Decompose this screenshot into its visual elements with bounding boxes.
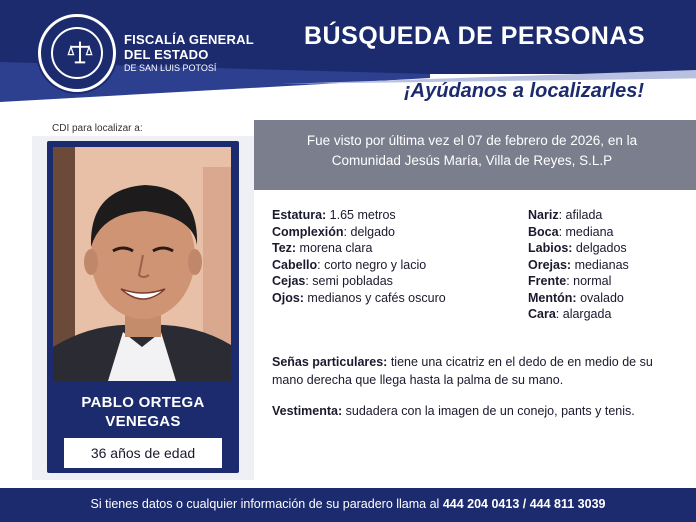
trait-label: Tez: [272, 241, 297, 255]
person-age: 36 años de edad [90, 445, 196, 461]
trait-row [272, 207, 446, 224]
trait-value: : mediana [558, 224, 614, 239]
trait-label: Boca [528, 224, 559, 239]
traits-left [272, 207, 446, 306]
trait-row [272, 224, 446, 241]
trait-label: Orejas: [528, 257, 572, 272]
trait-value: ovalado [576, 290, 624, 305]
trait-value: medianos y cafés oscuro [303, 290, 446, 305]
trait-row [528, 240, 629, 257]
trait-label: Complexión [272, 224, 344, 239]
org-name [124, 32, 254, 74]
trait-label: Ojos: [272, 290, 304, 305]
trait-label: Frente [528, 274, 567, 288]
trait-row [272, 290, 446, 307]
trait-row [528, 257, 629, 274]
trait-row [528, 224, 629, 241]
last-seen-line2: Comunidad Jesús María, Villa de Reyes, S.L.P [331, 153, 613, 168]
org-line3: DE SAN LUIS POTOSÍ [124, 63, 217, 73]
trait-row [528, 290, 629, 307]
trait-value: : delgado [343, 224, 395, 239]
trait-value: : afilada [558, 208, 603, 222]
footer-text [0, 497, 696, 511]
footer-message: Si tienes datos o cualquier información de su paradero llama al [90, 497, 443, 511]
trait-label: Mentón: [528, 290, 577, 305]
trait-label: Nariz [528, 208, 559, 222]
page-title: BÚSQUEDA DE PERSONAS [304, 22, 646, 50]
person-photo [53, 147, 231, 381]
fiscalia-seal-icon [38, 14, 116, 92]
trait-value: : alargada [555, 307, 612, 321]
person-name [47, 393, 239, 431]
scale-icon [67, 39, 93, 65]
trait-value: delgados [572, 241, 627, 255]
trait-row [272, 240, 446, 257]
trait-value: : corto negro y lacio [317, 257, 427, 272]
trait-value: : semi pobladas [305, 274, 393, 288]
trait-value: 1.65 metros [326, 208, 396, 222]
trait-label: Cabello [272, 257, 318, 272]
cdi-label: CDI para localizar a: [52, 123, 143, 134]
last-seen-text [254, 131, 690, 171]
footer-phones[interactable]: 444 204 0413 / 444 811 3039 [442, 497, 606, 511]
trait-label: Cejas [272, 274, 306, 288]
trait-value: : normal [566, 274, 612, 288]
trait-row [528, 273, 629, 290]
person-name-line1: PABLO ORTEGA [81, 394, 205, 411]
trait-label: Cara [528, 307, 556, 321]
trait-label: Estatura: [272, 208, 327, 222]
page-subtitle: ¡Ayúdanos a localizarles! [404, 80, 645, 102]
trait-label: Labios: [528, 241, 573, 255]
vestimenta-label: Vestimenta: [272, 404, 343, 418]
vestimenta-value: sudadera con la imagen de un conejo, pants y tenis. [342, 404, 635, 418]
org-line2: DEL ESTADO [124, 47, 209, 62]
trait-row [272, 273, 446, 290]
senas-label: Señas particulares: [272, 355, 388, 369]
trait-row [528, 306, 629, 323]
distinguishing-marks [272, 353, 682, 389]
trait-row [528, 207, 629, 224]
last-seen-line1: Fue visto por última vez el 07 de febrero de 2026, en la [306, 133, 638, 148]
trait-value: medianas [571, 257, 629, 272]
person-name-line2: VENEGAS [105, 413, 181, 430]
person-photo-illustration [53, 147, 231, 381]
org-line1: FISCALÍA GENERAL [124, 32, 254, 47]
traits-right [528, 207, 629, 323]
trait-row [272, 257, 446, 274]
trait-value: morena clara [296, 241, 373, 255]
senas-value: tiene una cicatriz en el dedo de en medio de su mano derecha que llega hasta la palma de su mano. [272, 355, 653, 387]
clothing [272, 402, 682, 420]
